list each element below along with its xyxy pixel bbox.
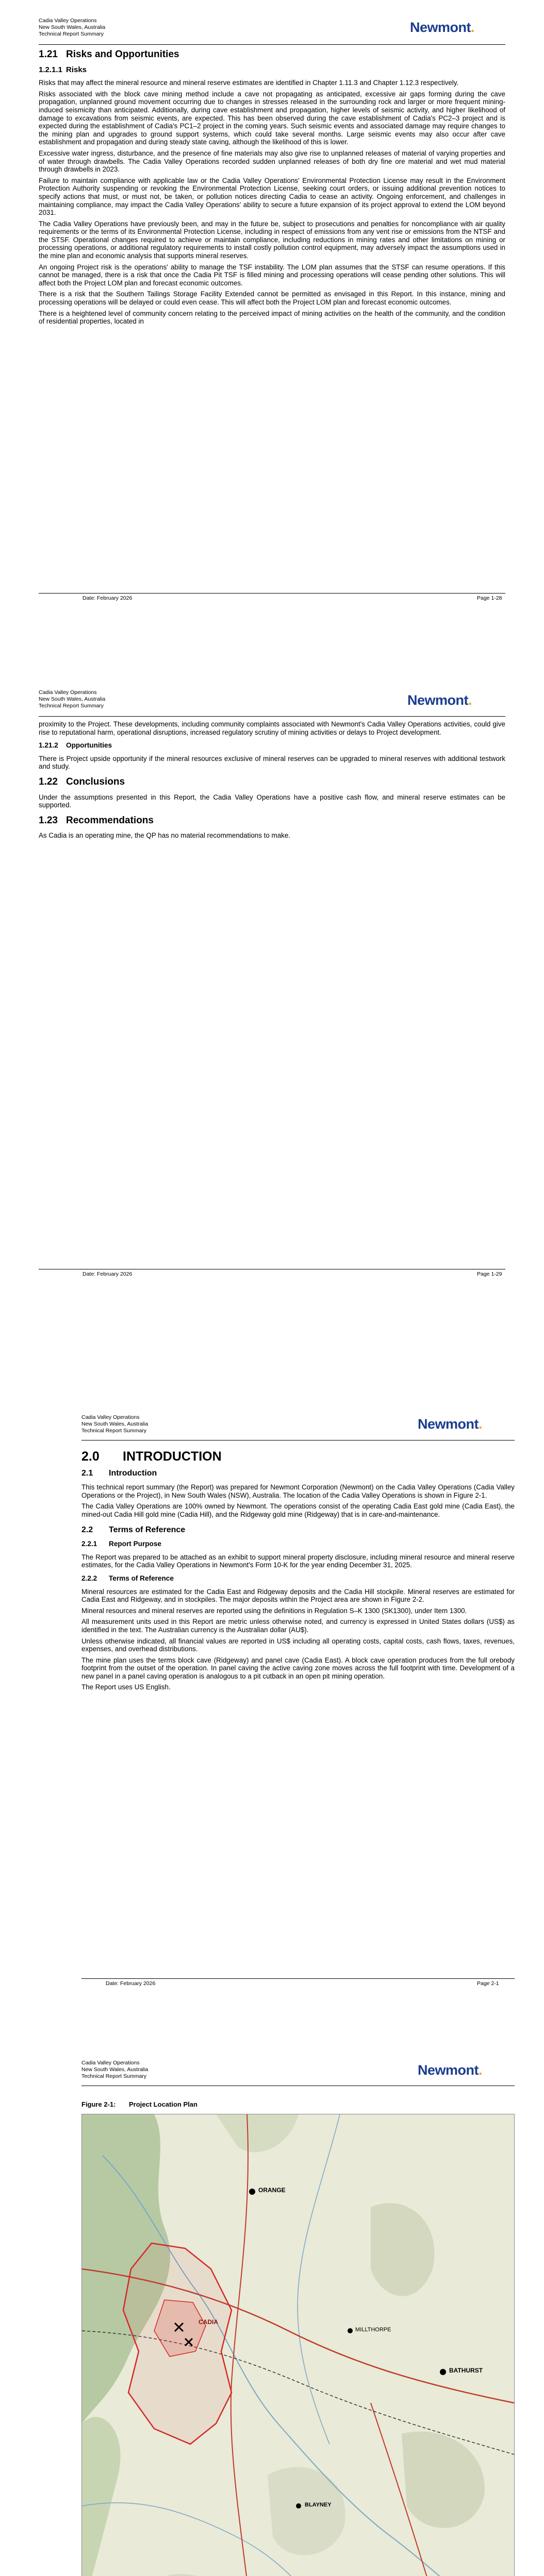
section-heading-1-21: 1.21 Risks and Opportunities: [39, 49, 179, 60]
header-line-1: Cadia Valley Operations: [81, 2060, 140, 2066]
paragraph: There is a heightened level of community concern relating to the perceived impact of mining activities on the health of the community, and the condition of residential properties, located in: [39, 309, 505, 326]
footer-divider: [39, 593, 505, 594]
section-heading-2-1: 2.1 Introduction: [81, 1468, 157, 1478]
logo-dot: .: [479, 2062, 483, 2078]
logo-text: Newmont: [418, 2062, 479, 2078]
page-2-2: [0, 2002, 544, 2576]
footer-date: Date: February 2026: [83, 1271, 133, 1277]
page-header: [81, 2060, 148, 2080]
map-label-cadia: CADIA: [199, 2318, 218, 2326]
paragraph: There is Project upside opportunity if the mineral resources exclusive of mineral reserves can be upgraded to mineral reserves with additional testwork and study.: [39, 754, 505, 771]
paragraph: Under the assumptions presented in this Report, the Cadia Valley Operations have a positive cash flow, and mineral reserve estimates can be supported.: [39, 793, 505, 809]
paragraph: Mineral resources and mineral reserves are reported using the definitions in Regulation S–K 1300 (SK1300), under Item 1300.: [81, 1606, 467, 1615]
footer-date: Date: February 2026: [106, 1980, 156, 1987]
section-heading-1-23: 1.23 Recommendations: [39, 815, 154, 826]
paragraph: The Report was prepared to be attached as an exhibit to support mineral property disclosure, including mineral resource and mineral reserve estimates, for the Cadia Valley Operations in Newmont's Form 10-K for the year ending December 31, 2025.: [81, 1553, 515, 1569]
header-divider: [39, 44, 505, 45]
header-line-2: New South Wales, Australia: [39, 696, 106, 702]
paragraph: The mine plan uses the terms block cave (Ridgeway) and panel cave (Cadia East). A block cave operation produces from the full orebody footprint from the outset of the operation. In panel caving the active caving zone moves across the full footprint with time. Development of a new panel in a panel caving operation is analogous to a pit cutback in an open pit mining operation.: [81, 1656, 515, 1680]
footer-page-number: Page 1-29: [477, 1271, 502, 1277]
paragraph: Excessive water ingress, disturbance, and the presence of fine materials may also give rise to unplanned releases of material of varying properties and of water through drawbells. The Cadia Valley Operations recorded sudden unplanned releases of both dry fine ore material and wet mud material through drawbells in 2023.: [39, 149, 505, 174]
map-graphic: [82, 2114, 514, 2576]
page-header: [81, 1414, 148, 1434]
logo-dot: .: [479, 1416, 483, 1432]
header-line-3: Technical Report Summary: [81, 1428, 147, 1434]
map-label-millthorpe: MILLTHORPE: [355, 2327, 391, 2333]
paragraph: Unless otherwise indicated, all financial values are reported in US$ including all operating costs, capital costs, cash flows, taxes, revenues, expenses, and overhead distributions.: [81, 1637, 515, 1653]
map-label-bathurst: BATHURST: [449, 2367, 483, 2374]
footer-date: Date: February 2026: [83, 595, 133, 601]
footer-page-number: Page 2-1: [477, 1980, 499, 1987]
project-location-map: [81, 2114, 515, 2576]
paragraph: An ongoing Project risk is the operations' ability to manage the TSF instability. The LOM plan assumes that the STSF can resume operations. If this cannot be managed, there is a risk that once the Cadia Pit TSF is filled mining and processing operations will cease pending other solutions. This will affect both the Project LOM plan and forecast economic outcomes.: [39, 263, 505, 287]
footer-divider: [81, 1978, 515, 1979]
town-dot: [348, 2328, 353, 2333]
newmont-logo: [418, 1416, 482, 1432]
town-dot: [296, 2503, 301, 2509]
header-line-3: Technical Report Summary: [81, 2073, 147, 2079]
paragraph: This technical report summary (the Report) was prepared for Newmont Corporation (Newmont) on the Cadia Valley Operations (Cadia Valley Operations or the Project), in New South Wales (NSW), Australia. The location of the Cadia Valley Operations is shown in Figure 2-1.: [81, 1483, 515, 1499]
section-heading-1-21-1: 1.2.1.1 Risks: [39, 65, 87, 74]
town-dot: [440, 2369, 446, 2375]
section-heading-1-21-2: 1.21.2 Opportunities: [39, 741, 112, 750]
paragraph: All measurement units used in this Report are metric unless otherwise noted, and currency is expressed in United States dollars (US$) as identified in the text. The Australian currency is the Australian dollar (AU$).: [81, 1618, 515, 1634]
header-line-3: Technical Report Summary: [39, 31, 104, 37]
newmont-logo: [418, 2062, 482, 2078]
header-line-1: Cadia Valley Operations: [81, 1414, 140, 1420]
paragraph: The Cadia Valley Operations have previously been, and may in the future be, subject to prosecutions and penalties for noncompliance with air quality requirements or the terms of its Environmental Protection License, including in respect of emissions from any vent rise or emissions from the NTSF and the STSF. Operational changes required to achieve or maintain compliance, including reductions in mining rates and other limitations on mining or processing operations, or additional regulatory requirements to install costly pollution control equipment, may adversely impact the assumptions used in the mine plan and economic analysis that supports mineral reserves.: [39, 219, 505, 260]
paragraph: The Cadia Valley Operations are 100% owned by Newmont. The operations consist of the operating Cadia East gold mine (Cadia East), the mined-out Cadia Hill gold mine (Cadia Hill), and the Ridgeway gold mine (Ridgeway) that is in care-and-maintenance.: [81, 1502, 515, 1518]
page-body: [81, 1449, 515, 1694]
footer-page-number: Page 1-28: [477, 595, 502, 601]
page-2-1: [0, 1311, 544, 2002]
figure-caption: Figure 2-1: Project Location Plan: [81, 2100, 197, 2108]
page-body: [39, 720, 505, 843]
page-1-28: [0, 0, 544, 608]
header-line-1: Cadia Valley Operations: [39, 18, 97, 24]
section-heading-1-22: 1.22 Conclusions: [39, 776, 125, 787]
paragraph: Mineral resources are estimated for the Cadia East and Ridgeway deposits and the Cadia Hill stockpile. Mineral reserves are estimated for Cadia East and Ridgeway, and in stockpiles. The major deposits within the Project area are shown in Figure 2-2.: [81, 1587, 515, 1604]
page-header: [39, 689, 105, 709]
header-line-1: Cadia Valley Operations: [39, 689, 97, 696]
paragraph: As Cadia is an operating mine, the QP has no material recommendations to make.: [39, 832, 291, 840]
section-heading-2-2: 2.2 Terms of Reference: [81, 1525, 186, 1534]
logo-text: Newmont: [407, 692, 468, 708]
paragraph: Risks associated with the block cave mining method include a cave not propagating as anticipated, excessive air gaps forming during the cave propagation, unplanned ground movement occurring due to changes in stresses released in the surrounding rock and larger or more frequent mining-induced seismicity than anticipated. Additionally, during cave establishment and propagation, higher levels of seismic activity, and higher likelihood of damage to excavations from seismic events, are expected. This has been observed during the cave establishment of Cadia's PC2–3 project and is expected during the establishment of Cadia's PC1–2 project in the coming years. Such seismic events and associated damage may require changes to the mining plan and upgrades to ground support systems, which could take several months. Large seismic events may also occur after cave establishment and propagation and during steady state caving, although the likelihood of this is lower.: [39, 90, 505, 146]
newmont-logo: [407, 692, 472, 708]
page-1-29: [0, 608, 544, 1311]
header-line-2: New South Wales, Australia: [39, 24, 106, 30]
paragraph: Failure to maintain compliance with applicable law or the Cadia Valley Operations' Environmental Protection License may result in the Environment Protection Authority suspending or revoking the Environmental Protection License, seeking court orders, or issuing additional prevention notices to specify actions that must, or must not, be taken, or pollution notices directing Cadia to cease an activity. Ongoing enforcement, and challenges in maintaining compliance, may impact the Cadia Valley Operations' ability to secure a future expansion of its project approval to extend the LOM beyond 2031.: [39, 176, 505, 217]
map-label-blayney: BLAYNEY: [305, 2502, 332, 2508]
newmont-logo: [410, 20, 474, 36]
header-line-3: Technical Report Summary: [39, 703, 104, 709]
paragraph: The Report uses US English.: [81, 1683, 171, 1691]
chapter-heading-2-0: 2.0 INTRODUCTION: [81, 1449, 222, 1464]
logo-text: Newmont: [410, 20, 471, 35]
town-dot: [249, 2189, 255, 2195]
header-divider: [39, 716, 505, 717]
header-line-2: New South Wales, Australia: [81, 2066, 149, 2073]
page-header: [39, 18, 105, 38]
paragraph: proximity to the Project. These developments, including community complaints associated with Newmont's Cadia Valley Operations activities, could give rise to reputational harm, operational disruptions, increased regulatory scrutiny of mining activities or delays to Project development.: [39, 720, 505, 736]
section-heading-2-2-2: 2.2.2 Terms of Reference: [81, 1574, 174, 1582]
page-body: [39, 50, 505, 329]
logo-dot: .: [468, 692, 472, 708]
header-line-2: New South Wales, Australia: [81, 1421, 149, 1427]
logo-dot: .: [471, 20, 475, 35]
section-heading-2-2-1: 2.2.1 Report Purpose: [81, 1540, 161, 1548]
logo-text: Newmont: [418, 1416, 479, 1432]
map-label-orange: ORANGE: [258, 2187, 286, 2194]
paragraph: Risks that may affect the mineral resource and mineral reserve estimates are identified in Chapter 1.11.3 and Chapter 1.12.3 respectively.: [39, 79, 459, 87]
paragraph: There is a risk that the Southern Tailings Storage Facility Extended cannot be permitted as envisaged in this Report. In this instance, mining and processing operations will be delayed or could even cease. This will affect both the Project LOM plan and forecast economic outcomes.: [39, 290, 505, 307]
